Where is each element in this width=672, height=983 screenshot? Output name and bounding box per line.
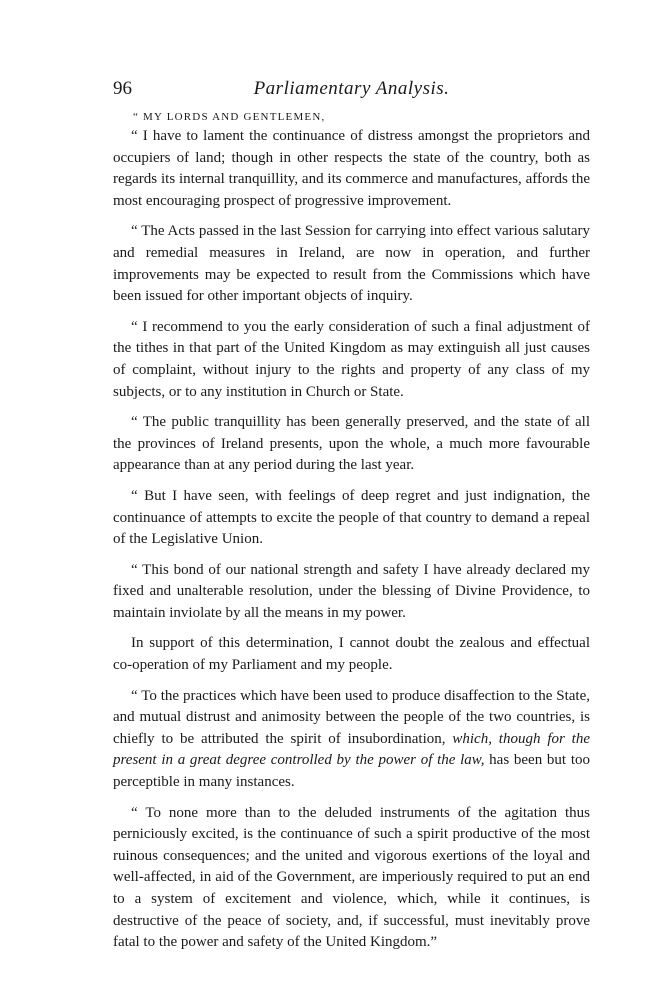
paragraph: “ I recommend to you the early consideration of such a final adjustment of the tithes in that part of the United Kingdom as may extinguish all just causes of complaint, without injury to the rights and property of any class of my subjects, or to any institution in Church or State. [113, 318, 590, 400]
paragraph: “ To none more than to the deluded instruments of the agitation thus perniciously excited, is the continuance of such a spirit productive of the most ruinous consequences; and the united and vigorous exertions of the loyal and well-affected, in aid of the Government, are imperiously required to put an end to a system of excitement and violence, which, while it continues, is destructive of the peace of society, and, if successful, must inevitably prove fatal to the power and safety of the United Kingdom.” [113, 804, 590, 951]
body-text [113, 108, 590, 954]
paragraph-text: “ To the practices which have been used to produce disaffection to the State, and mutual distrust and animosity between the people of the two countries, is chiefly to be attributed the spirit of insubordination, [113, 687, 590, 747]
paragraph: “ The public tranquillity has been generally preserved, and the state of all the provinces of Ireland presents, upon the whole, a much more favourable appearance than at any period during the last year. [113, 414, 590, 474]
paragraph: In support of this determination, I cannot doubt the zealous and effectual co-operation of my Parliament and my people. [113, 635, 590, 674]
paragraph: “ But I have seen, with feelings of deep regret and just indignation, the continuance of attempts to excite the people of that country to demand a repeal of the Legislative Union. [113, 487, 590, 548]
paragraph: “ The Acts passed in the last Session for carrying into effect various salutary and remedial measures in Ireland, are now in operation, and further improvements may be expected to result from the Commissions which have been issued for other important objects of inquiry. [113, 223, 590, 305]
page-header [113, 78, 590, 108]
paragraph-text: has been but too perceptible in many instances. [113, 752, 590, 791]
paragraph: “ I have to lament the continuance of distress amongst the proprietors and occupiers of land; though in other respects the state of the country, both as regards its internal tranquillity, and its commerce and manufactures, affords the most encouraging prospect of progressive improvement. [113, 128, 590, 209]
salutation: “ MY LORDS AND GENTLEMEN, [133, 111, 326, 123]
page-number: 96 [113, 78, 132, 99]
paragraph-italic-text: which, though for the present in a great degree controlled by the power of the law, [113, 730, 590, 769]
paragraph: “ This bond of our national strength and safety I have already declared my fixed and unalterable resolution, under the blessing of Divine Providence, to maintain inviolate by all the means in my power. [113, 561, 590, 621]
paragraph [113, 686, 590, 794]
running-title: Parliamentary Analysis. [253, 78, 450, 99]
